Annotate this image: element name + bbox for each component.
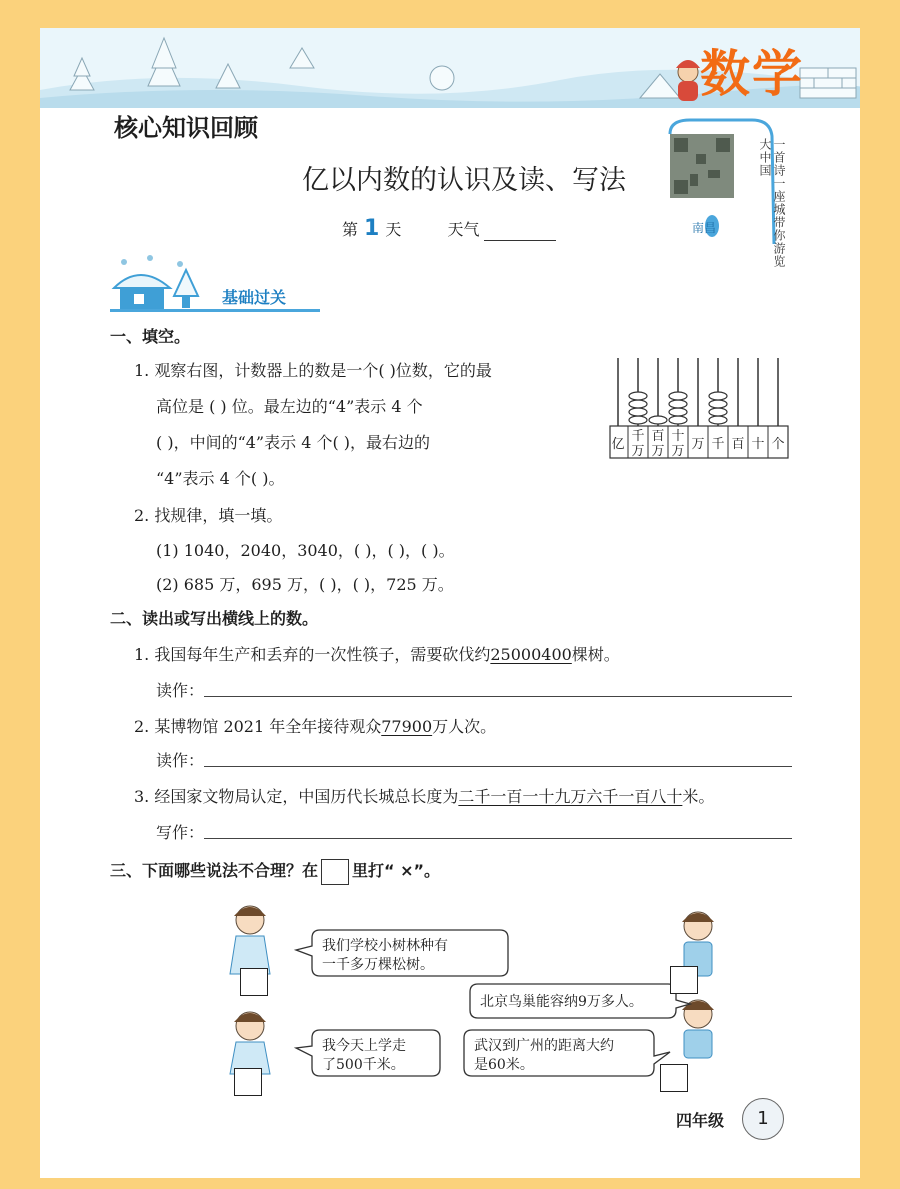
basic-section-label: 基础过关 xyxy=(222,288,287,307)
part3-heading-text: 三、下面哪些说法不合理？在 xyxy=(110,861,319,880)
section-heading: 核心知识回顾 xyxy=(114,114,258,142)
part2-item-3-suffix: 米。 xyxy=(682,787,715,806)
q2-title: 2. 找规律，填一填。 xyxy=(134,506,283,525)
abacus-label-6: 百 xyxy=(731,437,745,452)
part2-item-2-text: 2. 某博物馆 2021 年全年接待观众 xyxy=(134,717,382,736)
answer-box-2[interactable] xyxy=(670,966,698,994)
part2-item-1-suffix: 棵树。 xyxy=(571,645,620,664)
part2-item-3-text: 3. 经国家文物局认定，中国历代长城总长度为 xyxy=(134,787,459,806)
part2-item-2-suffix: 万人次。 xyxy=(432,717,497,736)
bubble-4-line-2: 是60米。 xyxy=(474,1057,534,1073)
qr-caption: 一首诗一座城带你游览大中国 xyxy=(758,138,786,268)
bubble-3-line-1: 我今天上学走 xyxy=(322,1038,406,1054)
subject-title: 数学 xyxy=(700,45,804,103)
part3-heading xyxy=(110,858,440,885)
part2-item-2-answer-label: 读作： xyxy=(156,751,205,770)
girl-1-icon xyxy=(230,906,270,974)
answer-box-3[interactable] xyxy=(234,1068,262,1096)
bubble-4-line-1: 武汉到广州的距离大约 xyxy=(474,1038,614,1054)
abacus-label-8: 个 xyxy=(771,437,785,452)
basic-label-underline xyxy=(110,309,320,312)
day-number: 1 xyxy=(364,216,380,241)
snow-house-icon xyxy=(110,252,230,314)
q2-line-1: (1) 1040，2040，3040，( )，( )，( )。 xyxy=(156,541,455,560)
boy-2-icon xyxy=(682,1000,714,1058)
answer-box-4[interactable] xyxy=(660,1064,688,1092)
girl-2-icon xyxy=(230,1012,270,1074)
part2-item-2 xyxy=(134,714,496,737)
bubble-3-line-2: 了500千米。 xyxy=(322,1057,405,1073)
q1-line-1: 1. 观察右图，计数器上的数是一个( )位数，它的最 xyxy=(134,361,492,380)
grade-label: 四年级 xyxy=(676,1111,725,1130)
abacus-label-5: 千 xyxy=(711,437,725,452)
q1-line-3: ( )，中间的“4”表示 4 个( )，最右边的 xyxy=(156,433,431,452)
weather-label: 天气 xyxy=(447,220,480,239)
part3-heading-suffix: 里打“ ×”。 xyxy=(352,861,441,880)
part2-item-1-answer-label: 读作： xyxy=(156,681,205,700)
abacus-label-3: 十万 xyxy=(671,429,685,459)
q2-line-2: (2) 685 万，695 万，( )，( )，725 万。 xyxy=(156,575,454,594)
part1-heading: 一、填空。 xyxy=(110,327,191,346)
page-number: 1 xyxy=(742,1098,784,1140)
weather-blank[interactable] xyxy=(484,224,556,241)
abacus-label-1: 千万 xyxy=(631,429,645,459)
part2-item-2-answer-line[interactable] xyxy=(204,766,792,767)
bubble-2-line-1: 北京鸟巢能容纳9万多人。 xyxy=(480,994,643,1010)
worksheet-page xyxy=(40,28,860,1178)
abacus-label-4: 万 xyxy=(691,437,705,452)
day-weather-line xyxy=(342,216,556,241)
qr-city-label: 南昌 xyxy=(692,221,717,235)
lesson-title: 亿以内数的认识及读、写法 xyxy=(302,165,626,196)
abacus-label-7: 十 xyxy=(751,437,765,452)
day-suffix: 天 xyxy=(385,220,402,239)
abacus-label-2: 百万 xyxy=(651,429,665,459)
part2-item-1 xyxy=(134,642,620,665)
part2-item-3-answer-label: 写作： xyxy=(156,823,205,842)
day-prefix: 第 xyxy=(342,220,359,239)
bubble-1-line-2: 一千多万棵松树。 xyxy=(322,957,434,973)
part2-item-3-answer-line[interactable] xyxy=(204,838,792,839)
part2-heading: 二、读出或写出横线上的数。 xyxy=(110,609,319,628)
q1-line-4: “4”表示 4 个( )。 xyxy=(156,469,285,488)
abacus-counter-figure xyxy=(608,354,790,464)
q1-line-2: 高位是 ( ) 位。最左边的“4”表示 4 个 xyxy=(156,397,423,416)
bubble-1-line-1: 我们学校小树林种有 xyxy=(322,938,448,954)
part2-item-1-answer-line[interactable] xyxy=(204,696,792,697)
part2-item-2-number: 77900 xyxy=(381,717,433,736)
example-check-box xyxy=(321,859,349,885)
answer-box-1[interactable] xyxy=(240,968,268,996)
part2-item-3-number: 二千一百一十九万六千一百八十 xyxy=(458,787,683,806)
part2-item-1-text: 1. 我国每年生产和丢弃的一次性筷子，需要砍伐约 xyxy=(134,645,491,664)
abacus-label-0: 亿 xyxy=(611,437,625,452)
part2-item-1-number: 25000400 xyxy=(490,645,572,664)
part2-item-3 xyxy=(134,784,714,807)
